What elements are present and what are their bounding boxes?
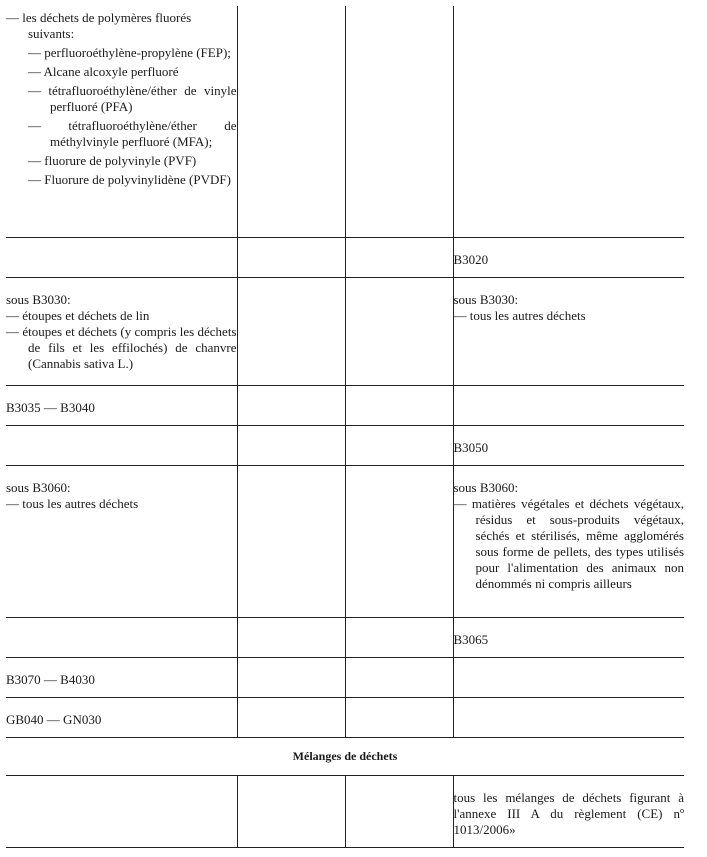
cell-col1 [6,465,237,617]
cell-col1 [6,6,237,237]
waste-code: GB040 — GN030 [6,711,102,727]
list-item: — tous les autres déchets [6,495,139,511]
list-item: — Alcane alcoxyle perfluoré [28,64,179,79]
cell-col2 [237,697,345,737]
waste-code: B3070 — B4030 [6,671,95,687]
section-label: sous B3030: [453,291,519,307]
cell-col4 [453,237,684,277]
cell-col1 [6,237,237,277]
cell-col3 [345,617,453,657]
mixture-text: tous les mélanges de déchets figurant à l'annexe III A du règlement (CE) nº 1013/2006» [453,789,684,837]
cell-col4 [453,775,684,847]
section-label: sous B3060: [6,479,71,495]
cell-col4 [453,697,684,737]
cell-col4 [453,6,684,237]
list-item: — tous les autres déchets [453,307,586,323]
cell-col2 [237,237,345,277]
cell-col1 [6,617,237,657]
cell-col2 [237,425,345,465]
cell-col2 [237,617,345,657]
table-row [6,385,684,425]
cell-col4 [453,465,684,617]
section-label: sous B3030: [6,291,71,307]
cell-col2 [237,465,345,617]
table-row [6,697,684,737]
cell-col1 [6,697,237,737]
list-item: — tétrafluoroéthylène/éther de méthylvinyle perfluoré (MFA); [28,118,237,149]
table-row [6,237,684,277]
list-item: — étoupes et déchets de lin [6,307,150,323]
section-label: sous B3060: [453,479,519,495]
cell-col4 [453,385,684,425]
cell-col3 [345,6,453,237]
cell-col3 [345,657,453,697]
cell-col3 [345,277,453,385]
cell-col3 [345,775,453,847]
table-row [6,657,684,697]
waste-code: B3065 [453,631,489,647]
table-row [6,465,684,617]
cell-col3 [345,465,453,617]
section-heading-row [6,737,684,775]
list-item: — fluorure de polyvinyle (PVF) [28,153,197,168]
cell-col4 [453,425,684,465]
cell-col1 [6,385,237,425]
list-item: — étoupes et déchets (y compris les déchets de fils et les effilochés) de chanvre (Cannabis sativa L.) [6,323,237,371]
waste-code: B3020 [453,251,489,267]
cell-col1 [6,775,237,847]
waste-classification-table [6,6,684,848]
cell-col3 [345,697,453,737]
list-item: — tétrafluoroéthylène/éther de vinyle perfluoré (PFA) [28,83,237,114]
waste-code: B3050 [453,439,489,455]
cell-col1 [6,277,237,385]
cell-col2 [237,657,345,697]
section-heading: Mélanges de déchets [6,737,684,775]
cell-col3 [345,385,453,425]
cell-col3 [345,425,453,465]
table-row [6,775,684,847]
cell-col4 [453,617,684,657]
table-row [6,617,684,657]
waste-code: B3035 — B3040 [6,399,95,415]
table-row [6,277,684,385]
cell-col2 [237,6,345,237]
cell-col2 [237,385,345,425]
list-intro: — les déchets de polymères fluorés suivants: [6,10,192,41]
cell-col3 [345,237,453,277]
cell-col4 [453,657,684,697]
list-item: — matières végétales et déchets végétaux, résidus et sous-produits végétaux, séchés et stérilisés, même agglomérés sous forme de pellets, des types utilisés pour l'alimentation des animaux non dénommés ni compris ailleurs [453,495,684,591]
cell-col4 [453,277,684,385]
cell-col1 [6,657,237,697]
cell-col2 [237,775,345,847]
list-item: — perfluoroéthylène-propylène (FEP); [28,45,231,60]
cell-col2 [237,277,345,385]
table-row [6,6,684,237]
table-row [6,425,684,465]
cell-col1 [6,425,237,465]
list-item: — Fluorure de polyvinylidène (PVDF) [28,172,231,187]
